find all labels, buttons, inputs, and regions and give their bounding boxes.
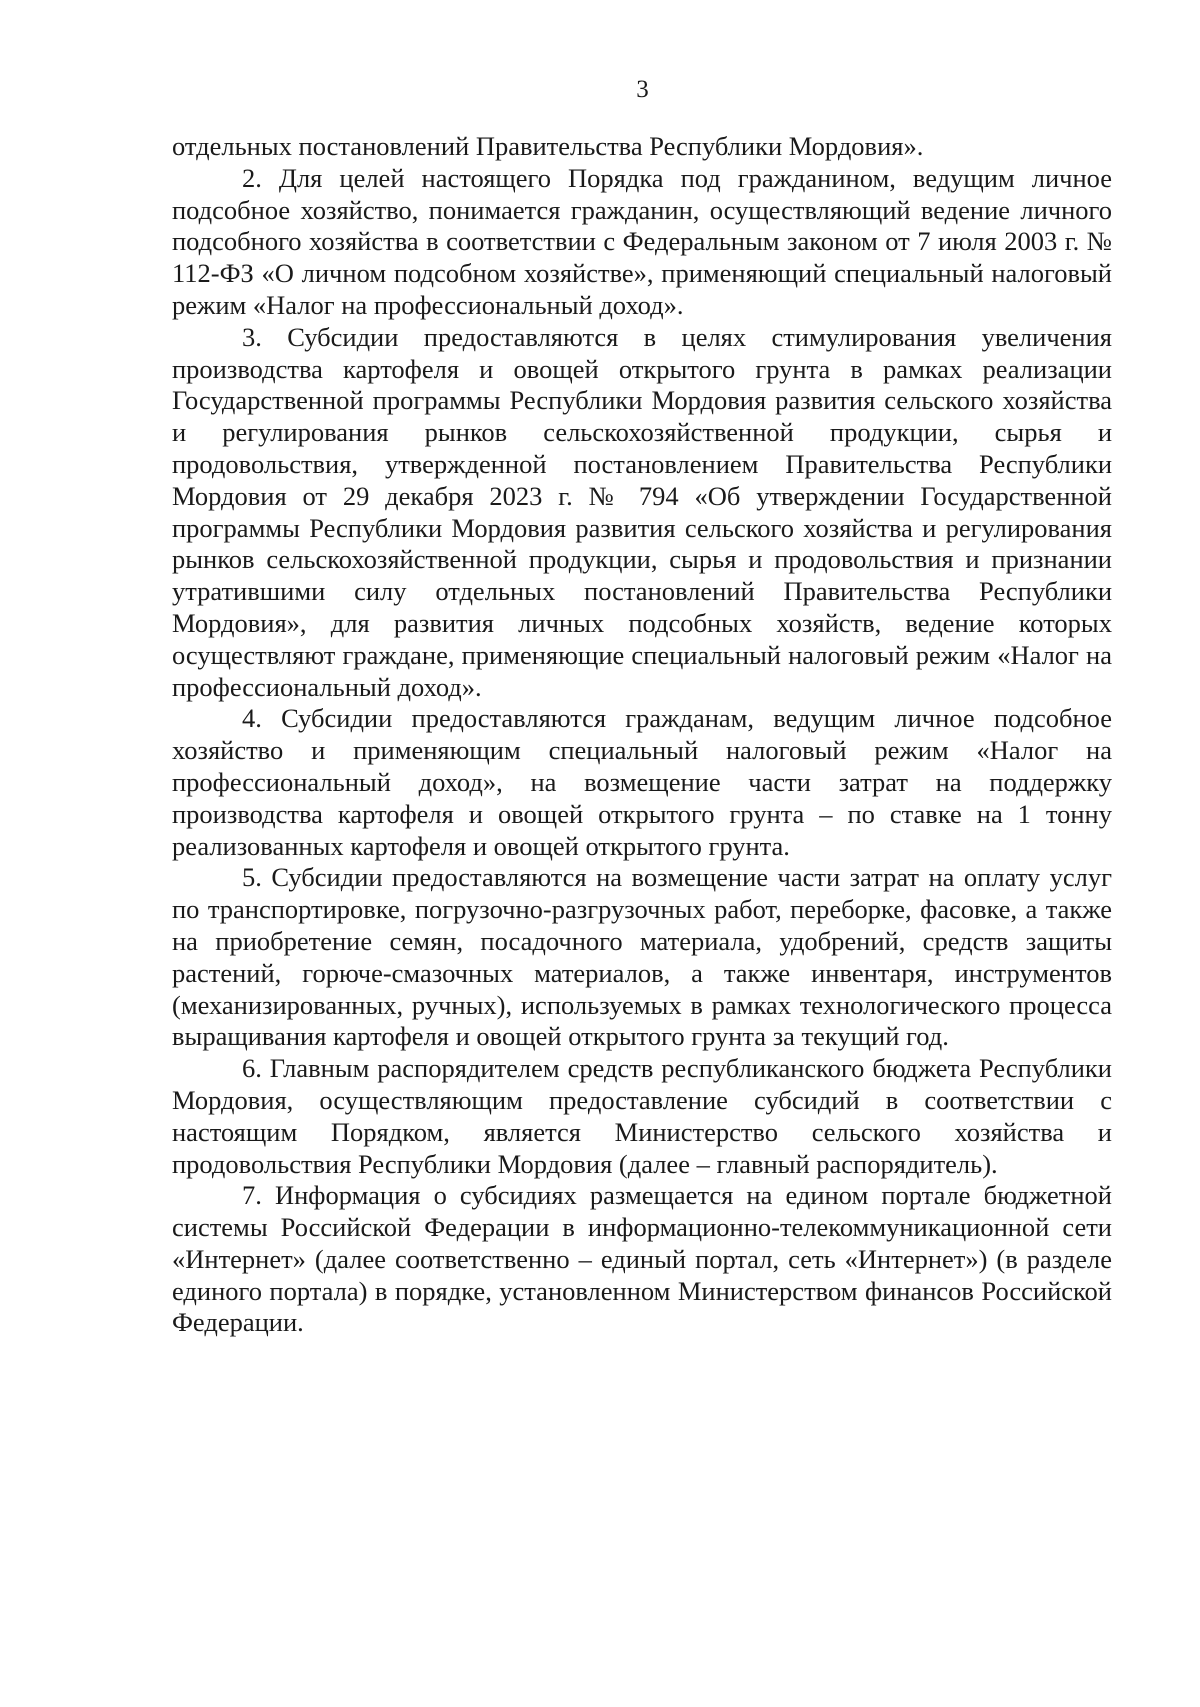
paragraph-item-5: 5. Субсидии предоставляются на возмещение части затрат на оплату услуг по транспортировке, погрузочно-разгрузочных работ, переборке, фасовке, а также на приобретение семян, посадочного материала, удобрений, средств защиты растений, горюче-смазочных материалов, а также инвентаря, инструментов (механизированных, ручных), используемых в рамках технологического процесса выращивания картофеля и овощей открытого грунта за текущий год. [172,862,1112,1052]
paragraph-continuation: отдельных постановлений Правительства Республики Мордовия». [172,131,924,161]
paragraph-item-7: 7. Информация о субсидиях размещается на едином портале бюджетной системы Российской Федерации в информационно-телекоммуникационной сети «Интернет» (далее соответственно – единый портал, сеть «Интернет») (в разделе единого портала) в порядке, установленном Министерством финансов Российской Федерации. [172,1180,1112,1338]
paragraph-item-4: 4. Субсидии предоставляются гражданам, ведущим личное подсобное хозяйство и применяющим специальный налоговый режим «Налог на профессиональный доход», на возмещение части затрат на поддержку производства картофеля и овощей открытого грунта – по ставке на 1 тонну реализованных картофеля и овощей открытого грунта. [172,703,1112,861]
page-number: 3 [636,76,649,103]
paragraph-item-6: 6. Главным распорядителем средств республиканского бюджета Республики Мордовия, осуществляющим предоставление субсидий в соответствии с настоящим Порядком, является Министерство сельского хозяйства и продовольствия Республики Мордовия (далее – главный распорядитель). [172,1053,1112,1179]
document-body [172,131,1112,1339]
paragraph-item-3: 3. Субсидии предоставляются в целях стимулирования увеличения производства картофеля и овощей открытого грунта в рамках реализации Государственной программы Республики Мордовия развития сельского хозяйства и регулирования рынков сельскохозяйственной продукции, сырья и продовольствия, утвержденной постановлением Правительства Республики Мордовия от 29 декабря 2023 г. № 794 «Об утверждении Государственной программы Республики Мордовия развития сельского хозяйства и регулирования рынков сельскохозяйственной продукции, сырья и продовольствия и признании утратившими силу отдельных постановлений Правительства Республики Мордовия», для развития личных подсобных хозяйств, ведение которых осуществляют граждане, применяющие специальный налоговый режим «Налог на профессиональный доход». [172,321,1112,702]
paragraph-item-2: 2. Для целей настоящего Порядка под гражданином, ведущим личное подсобное хозяйство, понимается гражданин, осуществляющий ведение личного подсобного хозяйства в соответствии с Федеральным законом от 7 июля 2003 г. № 112-ФЗ «О личном подсобном хозяйстве», применяющий специальный налоговый режим «Налог на профессиональный доход». [172,162,1112,320]
